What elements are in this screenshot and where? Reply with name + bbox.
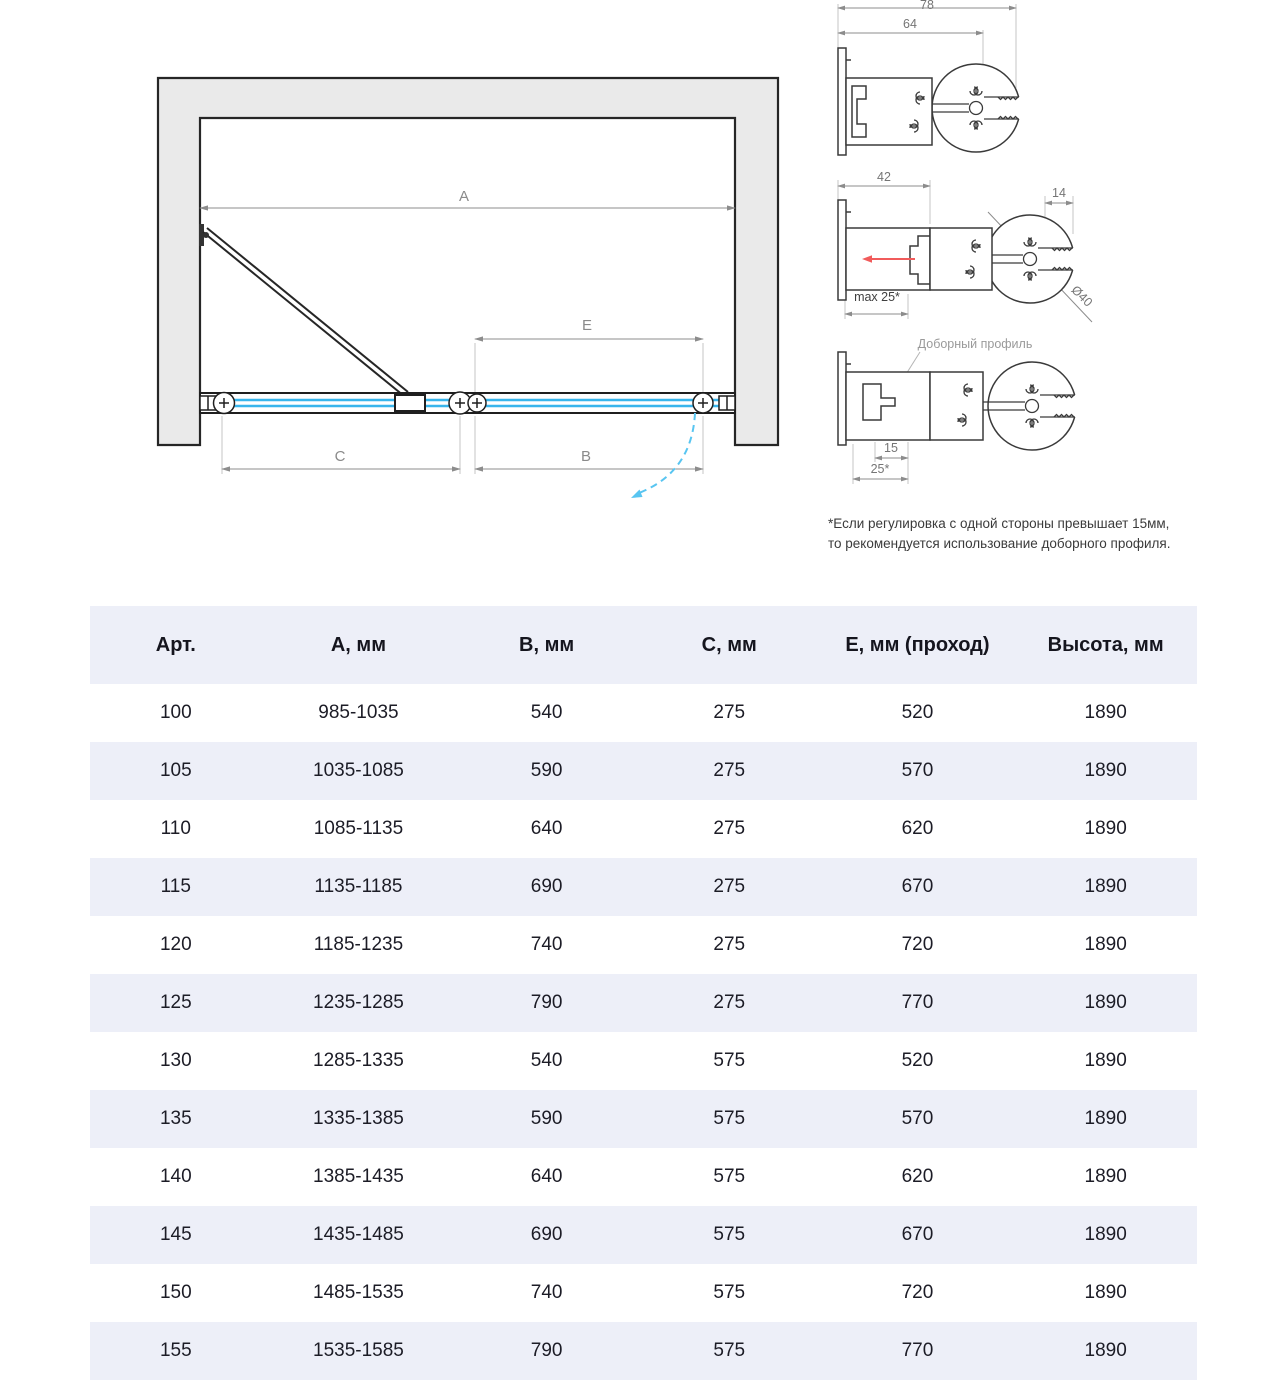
profile-section-adjustment xyxy=(838,170,1095,322)
cell-c: 575 xyxy=(713,1224,746,1245)
footnote-line-1: *Если регулировка с одной стороны превышает 15мм, xyxy=(828,516,1170,531)
cell-e: 670 xyxy=(901,1224,934,1245)
cell-b: 740 xyxy=(530,934,563,955)
cell-art: 125 xyxy=(159,992,192,1013)
door-profile-box xyxy=(930,228,992,290)
dim-label-diameter-40: Ø40 xyxy=(1068,282,1096,310)
header-b: В, мм xyxy=(455,606,638,684)
wall-profile xyxy=(838,48,846,155)
cell-height: 1890 xyxy=(1084,760,1127,781)
cell-b: 540 xyxy=(530,702,563,723)
profile-section-extension xyxy=(838,337,1078,484)
table-row xyxy=(90,684,1197,742)
cell-art: 155 xyxy=(159,1340,192,1361)
table-row xyxy=(90,1264,1197,1322)
cell-b: 790 xyxy=(530,992,563,1013)
cell-a: 1335-1385 xyxy=(313,1108,404,1129)
cell-height: 1890 xyxy=(1084,992,1127,1013)
dim-label-b: B xyxy=(580,448,592,465)
table-row xyxy=(90,1032,1197,1090)
cell-e: 620 xyxy=(901,1166,934,1187)
cell-c: 575 xyxy=(713,1108,746,1129)
cell-e: 570 xyxy=(901,760,934,781)
door-profile-box xyxy=(846,78,932,145)
cell-c: 575 xyxy=(713,1340,746,1361)
table-row xyxy=(90,1148,1197,1206)
cell-c: 275 xyxy=(713,876,746,897)
cell-a: 1535-1585 xyxy=(313,1340,404,1361)
dim-label-15: 15 xyxy=(884,441,898,455)
door-track xyxy=(200,392,735,414)
cell-height: 1890 xyxy=(1084,818,1127,839)
cell-height: 1890 xyxy=(1084,1108,1127,1129)
cell-c: 275 xyxy=(713,934,746,955)
table-row xyxy=(90,858,1197,916)
cell-e: 620 xyxy=(901,818,934,839)
table-row xyxy=(90,800,1197,858)
cell-b: 790 xyxy=(530,1340,563,1361)
cell-a: 1435-1485 xyxy=(313,1224,404,1245)
cell-b: 590 xyxy=(530,760,563,781)
cell-a: 1285-1335 xyxy=(313,1050,404,1071)
dim-label-c: C xyxy=(334,448,346,465)
cell-art: 145 xyxy=(159,1224,192,1245)
support-bar xyxy=(199,224,408,396)
table-row xyxy=(90,974,1197,1032)
adjustment-footnote xyxy=(828,514,1228,555)
cell-height: 1890 xyxy=(1084,876,1127,897)
cell-art: 150 xyxy=(159,1282,192,1303)
cell-art: 110 xyxy=(160,818,191,839)
door-swing-arc xyxy=(631,413,695,498)
cell-a: 1035-1085 xyxy=(313,760,404,781)
cell-c: 275 xyxy=(713,702,746,723)
cell-e: 520 xyxy=(901,1050,934,1071)
cell-a: 1085-1135 xyxy=(313,818,404,839)
header-art: Арт. xyxy=(90,606,262,684)
cell-c: 575 xyxy=(713,1282,746,1303)
cell-e: 770 xyxy=(901,1340,934,1361)
dim-label-14: 14 xyxy=(1052,186,1066,200)
cell-e: 770 xyxy=(901,992,934,1013)
cell-c: 575 xyxy=(713,1050,746,1071)
profile-section-closed xyxy=(838,0,1022,155)
cell-height: 1890 xyxy=(1084,1340,1127,1361)
extension-profile-label: Доборный профиль xyxy=(917,337,1033,351)
cell-a: 1235-1285 xyxy=(313,992,404,1013)
table-row xyxy=(90,742,1197,800)
footnote-line-2: то рекомендуется использование доборного профиля. xyxy=(828,536,1171,552)
wall-profile xyxy=(838,200,846,300)
wall-profile xyxy=(838,352,846,445)
door-profile-box xyxy=(930,372,983,440)
cell-height: 1890 xyxy=(1084,702,1127,723)
dim-label-a: A xyxy=(458,188,470,205)
cell-b: 540 xyxy=(530,1050,563,1071)
cell-c: 275 xyxy=(713,760,746,781)
cell-b: 690 xyxy=(530,1224,563,1245)
cell-e: 720 xyxy=(901,1282,934,1303)
header-e: Е, мм (проход) xyxy=(821,606,1015,684)
dim-label-64: 64 xyxy=(903,17,917,31)
cell-art: 120 xyxy=(159,934,192,955)
cell-a: 1385-1435 xyxy=(313,1166,404,1187)
cell-b: 690 xyxy=(530,876,563,897)
cell-art: 115 xyxy=(160,876,191,897)
table-row xyxy=(90,916,1197,974)
wall-frame xyxy=(158,78,778,445)
cell-a: 1485-1535 xyxy=(313,1282,404,1303)
cell-e: 520 xyxy=(901,702,934,723)
shower-door-elevation-drawing xyxy=(150,60,790,520)
cell-art: 135 xyxy=(159,1108,192,1129)
cell-c: 275 xyxy=(713,818,746,839)
table-header-row xyxy=(90,606,1197,684)
cell-art: 100 xyxy=(159,702,192,723)
cell-e: 570 xyxy=(901,1108,934,1129)
cell-height: 1890 xyxy=(1084,1282,1127,1303)
header-c: С, мм xyxy=(638,606,821,684)
header-a: А, мм xyxy=(262,606,456,684)
cell-b: 740 xyxy=(530,1282,563,1303)
cell-a: 985-1035 xyxy=(318,702,399,723)
cell-a: 1135-1185 xyxy=(314,876,403,897)
dim-label-e: E xyxy=(581,317,593,334)
dim-label-42: 42 xyxy=(877,170,891,184)
table-row xyxy=(90,1322,1197,1380)
cell-height: 1890 xyxy=(1084,1166,1127,1187)
cell-c: 575 xyxy=(713,1166,746,1187)
dim-label-78: 78 xyxy=(920,0,934,12)
cell-art: 140 xyxy=(159,1166,192,1187)
bar-connector-block xyxy=(395,395,425,411)
cell-height: 1890 xyxy=(1084,1050,1127,1071)
cell-height: 1890 xyxy=(1084,934,1127,955)
cell-art: 105 xyxy=(159,760,192,781)
dim-label-25: 25* xyxy=(870,462,890,476)
size-spec-table xyxy=(90,606,1197,1380)
cell-a: 1185-1235 xyxy=(313,934,404,955)
cell-b: 590 xyxy=(530,1108,563,1129)
cell-e: 670 xyxy=(901,876,934,897)
header-height: Высота, мм xyxy=(1014,606,1197,684)
cell-b: 640 xyxy=(530,818,563,839)
cell-height: 1890 xyxy=(1084,1224,1127,1245)
profile-cross-sections xyxy=(825,0,1155,500)
cell-e: 720 xyxy=(901,934,934,955)
table-row xyxy=(90,1206,1197,1264)
cell-c: 275 xyxy=(713,992,746,1013)
dim-label-max25: max 25* xyxy=(854,290,900,304)
table-row xyxy=(90,1090,1197,1148)
arc-arrowhead xyxy=(631,490,643,499)
cell-art: 130 xyxy=(159,1050,192,1071)
cell-b: 640 xyxy=(530,1166,563,1187)
